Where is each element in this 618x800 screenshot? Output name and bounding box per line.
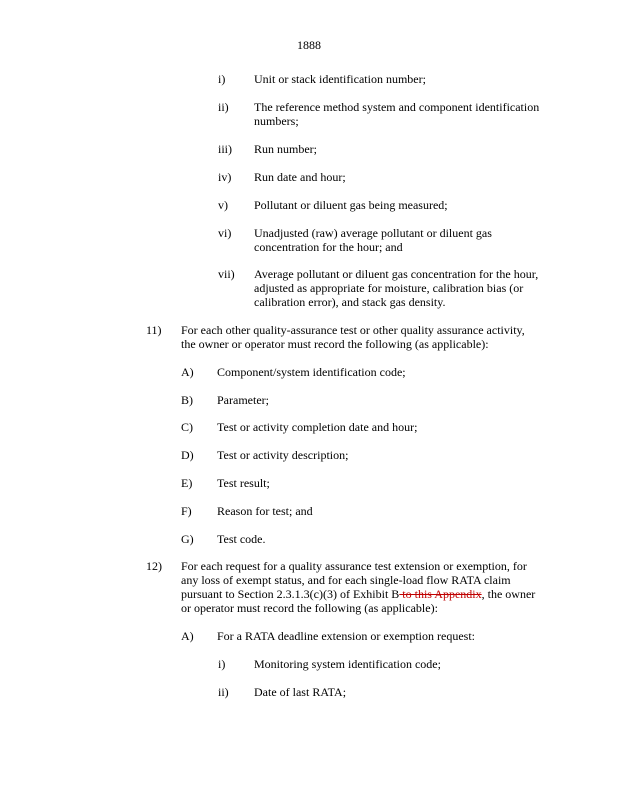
item-text: For each request for a quality assurance test extension or exemption, for [181, 559, 527, 573]
list-item-number: iv) [218, 170, 232, 184]
list-item-number: vii) [218, 267, 235, 281]
list-item-text: Unadjusted (raw) average pollutant or diluent gas [254, 226, 492, 240]
deleted-text: to this Appendix [399, 587, 482, 601]
list-item-number: v) [218, 198, 228, 212]
subitem-letter: F) [181, 504, 192, 518]
list-item-number: ii) [218, 685, 229, 699]
subitem-letter: E) [181, 476, 193, 490]
list-item-text: Average pollutant or diluent gas concentration for the hour, [254, 267, 539, 281]
item-text-part: , the owner [481, 587, 536, 601]
item-text: For each other quality-assurance test or other quality assurance activity, [181, 323, 525, 337]
list-item-text: Run number; [254, 142, 317, 156]
page-number: 1888 [297, 38, 321, 52]
list-item-number: i) [218, 72, 226, 86]
subitem-text: Parameter; [217, 393, 269, 407]
list-item-text: Unit or stack identification number; [254, 72, 426, 86]
list-item-number: vi) [218, 226, 232, 240]
subitem-text: Test code. [217, 532, 266, 546]
subitem-text: For a RATA deadline extension or exemption request: [217, 629, 475, 643]
item-number: 12) [146, 559, 162, 573]
list-item-number: iii) [218, 142, 232, 156]
item-text-part: pursuant to Section 2.3.1.3(c)(3) of Exhibit B [181, 587, 400, 601]
subitem-text: Test or activity description; [217, 448, 349, 462]
item-text: or operator must record the following (as applicable): [181, 601, 438, 615]
subitem-letter: A) [181, 365, 194, 379]
subitem-text: Component/system identification code; [217, 365, 406, 379]
subitem-text: Test or activity completion date and hour; [217, 420, 418, 434]
list-item-number: i) [218, 657, 226, 671]
list-item-text: adjusted as appropriate for moisture, calibration bias (or [254, 281, 524, 295]
subitem-letter: D) [181, 448, 194, 462]
list-item-text: concentration for the hour; and [254, 240, 403, 254]
list-item-text: Run date and hour; [254, 170, 346, 184]
subitem-text: Test result; [217, 476, 270, 490]
item-text: any loss of exempt status, and for each single-load flow RATA claim [181, 573, 511, 587]
item-number: 11) [146, 323, 162, 337]
subitem-letter: C) [181, 420, 193, 434]
subitem-letter: G) [181, 532, 194, 546]
subitem-letter: A) [181, 629, 194, 643]
subitem-text: Reason for test; and [217, 504, 313, 518]
list-item-text: numbers; [254, 114, 299, 128]
list-item-text: The reference method system and component identification [254, 100, 540, 114]
list-item-text-part: calibration error) [254, 295, 336, 309]
list-item-number: ii) [218, 100, 229, 114]
list-item-text: Date of last RATA; [254, 685, 347, 699]
subitem-letter: B) [181, 393, 193, 407]
list-item-text: Pollutant or diluent gas being measured; [254, 198, 448, 212]
item-text [181, 587, 535, 601]
list-item-text-part: , and stack gas density. [335, 295, 446, 309]
list-item-text: Monitoring system identification code; [254, 657, 441, 671]
list-item-text [254, 295, 446, 309]
item-text: the owner or operator must record the following (as applicable): [181, 337, 489, 351]
